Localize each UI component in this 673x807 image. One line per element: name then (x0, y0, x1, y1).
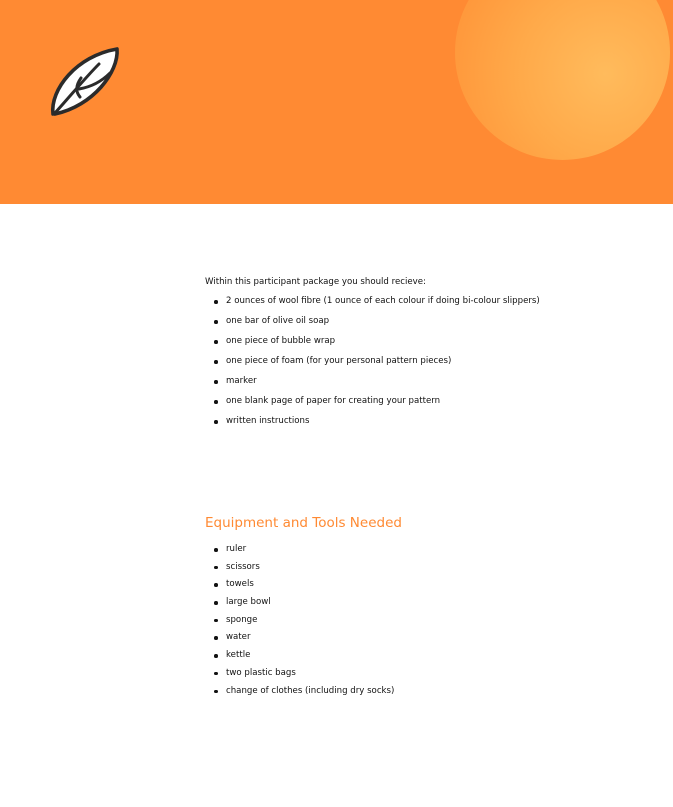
tools-heading: Equipment and Tools Needed (205, 515, 402, 531)
list-item: sponge (205, 614, 394, 627)
leaf-icon (48, 44, 122, 118)
header-decorative-circle (455, 0, 670, 160)
list-item: one piece of foam (for your personal pattern pieces) (205, 355, 645, 368)
package-section (205, 276, 645, 435)
list-item: scissors (205, 561, 394, 574)
tools-list (205, 543, 394, 702)
list-item: marker (205, 375, 645, 388)
package-list (205, 295, 645, 428)
list-item: 2 ounces of wool fibre (1 ounce of each colour if doing bi-colour slippers) (205, 295, 645, 308)
package-intro: Within this participant package you should recieve: (205, 277, 426, 287)
list-item: kettle (205, 649, 394, 662)
list-item: towels (205, 578, 394, 591)
list-item: one piece of bubble wrap (205, 335, 645, 348)
list-item: one blank page of paper for creating your pattern (205, 395, 645, 408)
list-item: large bowl (205, 596, 394, 609)
list-item: ruler (205, 543, 394, 556)
list-item: change of clothes (including dry socks) (205, 685, 394, 698)
list-item: written instructions (205, 415, 645, 428)
header-banner (0, 0, 673, 204)
list-item: one bar of olive oil soap (205, 315, 645, 328)
list-item: water (205, 631, 394, 644)
list-item: two plastic bags (205, 667, 394, 680)
